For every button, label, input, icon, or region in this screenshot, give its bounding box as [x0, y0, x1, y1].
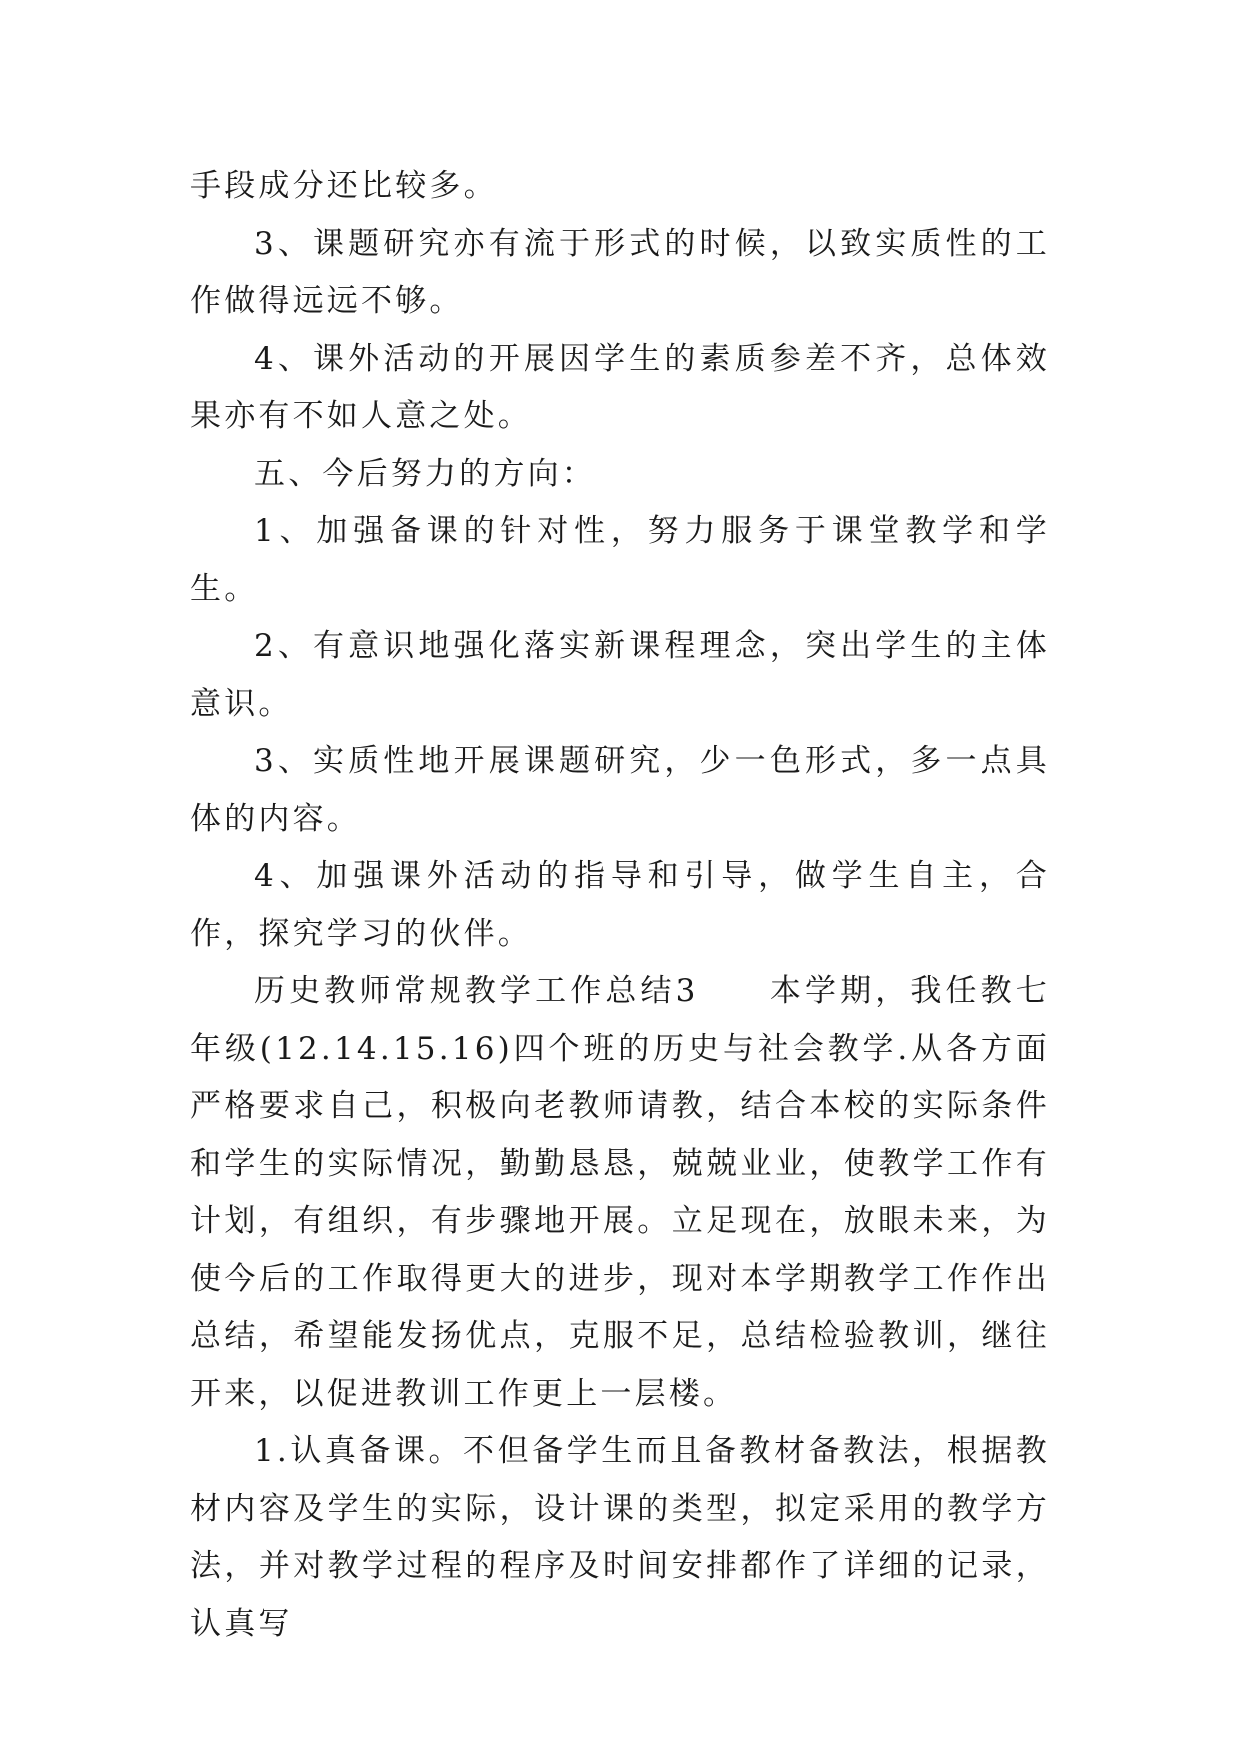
paragraph: 历史教师常规教学工作总结3 本学期，我任教七年级(12.14.15.16)四个班的历史与社会教学.从各方面严格要求自己，积极向老教师请教，结合本校的实际条件和学生的实际情况，勤勤恳恳，兢兢业业，使教学工作有计划，有组织，有步骤地开展。立足现在，放眼未来，为使今后的工作取得更大的进步，现对本学期教学工作作出总结，希望能发扬优点，克服不足，总结检验教训，继往开来，以促进教训工作更上一层楼。 [190, 973, 1050, 1412]
paragraph: 3、实质性地开展课题研究，少一色形式，多一点具体的内容。 [190, 743, 1050, 837]
paragraph: 1、加强备课的针对性，努力服务于课堂教学和学生。 [190, 513, 1050, 607]
paragraph: 4、加强课外活动的指导和引导，做学生自主，合作，探究学习的伙伴。 [190, 858, 1050, 952]
paragraph: 手段成分还比较多。 [190, 168, 498, 204]
document-body [190, 158, 1050, 1653]
paragraph: 1.认真备课。不但备学生而且备教材备教法，根据教材内容及学生的实际，设计课的类型，拟定采用的教学方法，并对教学过程的程序及时间安排都作了详细的记录，认真写 [190, 1433, 1050, 1642]
paragraph: 2、有意识地强化落实新课程理念，突出学生的主体意识。 [190, 628, 1050, 722]
paragraph: 3、课题研究亦有流于形式的时候，以致实质性的工作做得远远不够。 [190, 225, 1050, 319]
section-heading: 五、今后努力的方向： [254, 455, 596, 492]
paragraph: 4、课外活动的开展因学生的素质参差不齐，总体效果亦有不如人意之处。 [190, 340, 1050, 434]
